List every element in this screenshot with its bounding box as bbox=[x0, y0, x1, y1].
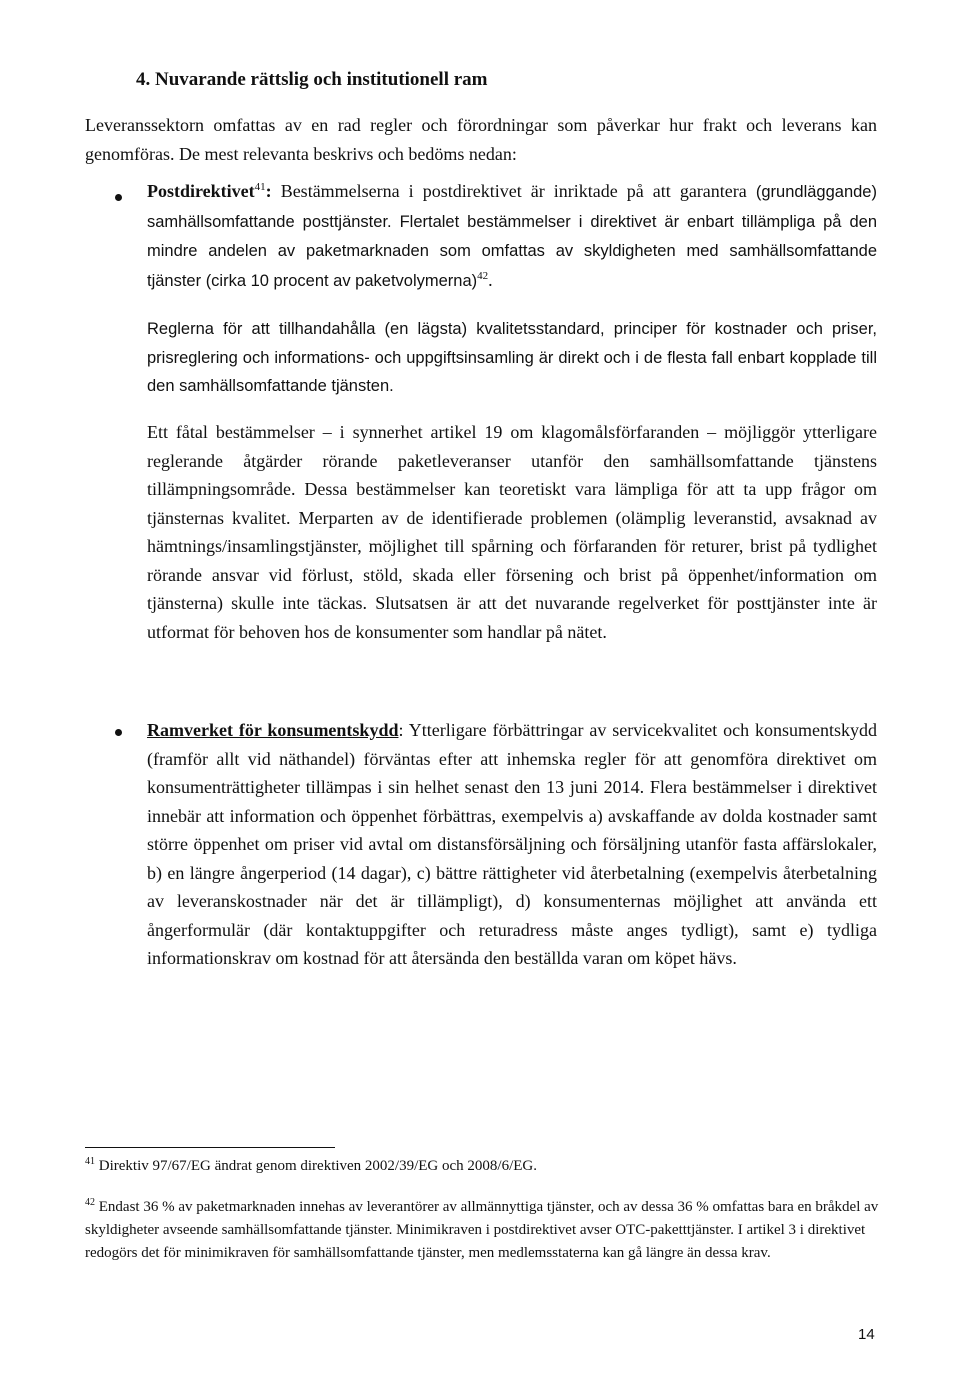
bullet-text-end: . bbox=[488, 269, 493, 290]
footnote-text: Direktiv 97/67/EG ändrat genom direktiven 2002/39/EG och 2008/6/EG. bbox=[95, 1158, 538, 1174]
footnote-number: 41 bbox=[85, 1156, 95, 1167]
bullet-paragraph: Reglerna för att tillhandahålla (en lägsta) kvalitetsstandard, principer för kostnader och priser, prisreglering och informations- och uppgiftsinsamling är direkt och i de flesta fall enbart kopplade till den samhällsomfattande tjänsten. bbox=[147, 320, 877, 395]
bullet-term: Postdirektivet bbox=[147, 181, 255, 201]
term-suffix: : bbox=[265, 181, 272, 201]
page-number: 14 bbox=[858, 1326, 875, 1343]
bullet-text: Bestämmelserna i postdirektivet är inriktade på att garantera bbox=[271, 181, 747, 201]
section-heading: 4. Nuvarande rättslig och institutionell ram bbox=[136, 69, 488, 90]
bullet-icon bbox=[115, 729, 122, 736]
footnote-text: Endast 36 % av paketmarknaden innehas av leverantörer av allmännyttiga tjänster, och av dessa 36 % omfattas bara en bråkdel av skyldigheter avseende samhällsomfattande tjänster. Minimikraven i postdirektivet avser OTC-paketttjänster. I artikel 3 i direktivet redogörs det för minimikraven för samhällsomfattande tjänster, men medlemsstaterna kan gå längre än dessa krav. bbox=[85, 1199, 879, 1261]
bullet-postdirektivet bbox=[147, 177, 877, 295]
footnote-ref: 42 bbox=[477, 269, 489, 282]
footnote-ref: 41 bbox=[254, 181, 266, 193]
bullet-text: Ytterligare förbättringar av servicekvalitet och konsumentskydd (framför allt vid näthandel) förväntas efter att inhemska regler för att genomföra direktivet om konsumenträttigheter tillämpas i sin helhet senast den 13 juni 2014. Flera bestämmelser i direktivet innebär att information och öppenhet förbättras, exempelvis a) avskaffande av dolda kostnader samt större öppenhet om priser vid avtal om distansförsäljning och försäljning utanför fasta affärslokaler, b) en längre ångerperiod (14 dagar), c) bättre rättigheter vid återbetalning (exempelvis återbetalning av leveranskostnader när det är tillämpligt), d) konsumenternas möjlighet att använda ett ångerformulär (där kontaktuppgifter och returadress måste anges tydligt), samt e) tydliga informationskrav om kostnad för att återsända den beställda varan om köpet hävs. bbox=[147, 720, 877, 968]
bullet-konsumentskydd bbox=[147, 716, 877, 973]
bullet-text-sans: (grundläggande) samhällsomfattande posttjänster. Flertalet bestämmelser i direktivet är enbart tillämpliga på den mindre andelen av paketmarknaden som omfattas av skyldigheten med samhällsomfattande tjänster (cirka 10 procent av paketvolymerna) bbox=[147, 183, 877, 290]
footnote-number: 42 bbox=[85, 1197, 95, 1208]
footnote-separator bbox=[85, 1147, 335, 1148]
footnote-41 bbox=[85, 1155, 880, 1178]
term-suffix: : bbox=[398, 720, 404, 740]
bullet-term: Ramverket för konsumentskydd bbox=[147, 720, 399, 740]
bullet-paragraph: Ett fåtal bestämmelser – i synnerhet artikel 19 om klagomålsförfaranden – möjliggör ytterligare reglerande åtgärder rörande paketleveranser utanför den samhällsomfattande tjänstens tillämpningsområde. Dessa bestämmelser kan teoretiskt vara lämpliga för att ta upp frågor om tjänsternas kvalitet. Merparten av de identifierade problemen (olämplig leveranstid, avsaknad av hämtnings/insamlingstjänster, möjlighet till spårning och förfaranden för returer, brist på tydlighet rörande ansvar vid förlust, stöld, skada eller försening och brist på öppenhet/information om tjänsterna) skulle inte täckas. Slutsatsen är att det nuvarande regelverket för posttjänster inte är utformat för behoven hos de konsumenter som handlar på nätet. bbox=[147, 422, 877, 642]
bullet-icon bbox=[115, 194, 122, 201]
footnote-42 bbox=[85, 1196, 880, 1265]
intro-paragraph: Leveranssektorn omfattas av en rad regler och förordningar som påverkar hur frakt och leverans kan genomföras. De mest relevanta beskrivs och bedöms nedan: bbox=[85, 115, 877, 164]
